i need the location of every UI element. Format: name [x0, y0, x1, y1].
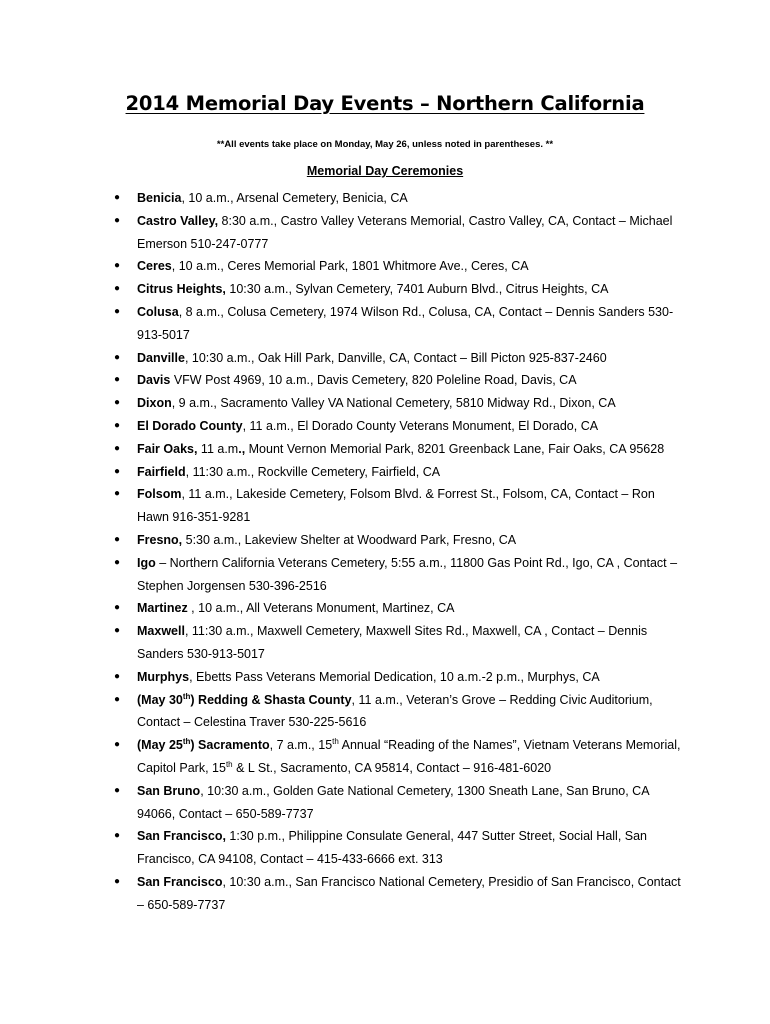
event-location: ) Redding & Shasta County [190, 692, 352, 707]
event-location: Danville [137, 350, 185, 365]
event-location: (May 25 [137, 738, 183, 753]
event-location: th [182, 737, 191, 747]
event-location: Fresno, [137, 532, 183, 547]
event-list-item [0, 780, 770, 826]
event-list-item [0, 301, 770, 347]
event-details: – Northern California Veterans Cemetery, 5:55 a.m., 11800 Gas Point Rd., Igo, CA , Contact – Stephen Jorgensen 530-396-2516 [137, 555, 678, 593]
event-list-item [0, 620, 770, 666]
event-details: 10:30 a.m., Sylvan Cemetery, 7401 Auburn Blvd., Citrus Heights, CA [225, 282, 609, 297]
bullet-icon: ● [114, 442, 121, 454]
event-details: Mount Vernon Memorial Park, 8201 Greenback Lane, Fair Oaks, CA 95628 [245, 441, 665, 456]
event-list [0, 187, 770, 917]
event-list-item [0, 597, 770, 620]
event-location: Dixon [137, 396, 172, 411]
section-heading: Memorial Day Ceremonies [306, 164, 464, 178]
event-list-item [0, 210, 770, 256]
bullet-icon: ● [114, 670, 121, 682]
bullet-icon: ● [114, 488, 121, 500]
event-list-item [0, 461, 770, 484]
bullet-icon: ● [114, 784, 121, 796]
event-list-item [0, 552, 770, 598]
event-list-item [0, 871, 770, 917]
event-details: , 11 a.m., Lakeside Cemetery, Folsom Blvd. & Forrest St., Folsom, CA, Contact – Ron Hawn 916-351-9281 [137, 487, 655, 525]
event-details: , Ebetts Pass Veterans Memorial Dedication, 10 a.m.-2 p.m., Murphys, CA [189, 669, 600, 684]
event-details: , 7 a.m., 15 [269, 738, 333, 753]
date-note: **All events take place on Monday, May 26, unless noted in parentheses. ** [216, 139, 554, 150]
event-list-item [0, 734, 770, 780]
event-details: VFW Post 4969, 10 a.m., Davis Cemetery, 820 Poleline Road, Davis, CA [170, 373, 577, 388]
event-details: , 10 a.m., Ceres Memorial Park, 1801 Whitmore Ave., Ceres, CA [171, 259, 529, 274]
bullet-icon: ● [114, 602, 121, 614]
event-location: Davis [137, 373, 171, 388]
event-list-item [0, 483, 770, 529]
document-title: 2014 Memorial Day Events – Northern California [125, 92, 645, 115]
bullet-icon: ● [114, 305, 121, 317]
event-location: ., [238, 441, 246, 456]
event-details: , 11:30 a.m., Maxwell Cemetery, Maxwell Sites Rd., Maxwell, CA , Contact – Dennis Sanders 530-913-5017 [137, 624, 648, 661]
event-location: San Francisco [137, 874, 223, 889]
event-details: , 9 a.m., Sacramento Valley VA National Cemetery, 5810 Midway Rd., Dixon, CA [171, 396, 616, 411]
event-location: Fair Oaks, [137, 441, 198, 456]
event-list-item [0, 438, 770, 461]
event-location: San Francisco, [137, 829, 226, 844]
event-details: 5:30 a.m., Lakeview Shelter at Woodward Park, Fresno, CA [182, 532, 517, 547]
event-details: , 11:30 a.m., Rockville Cemetery, Fairfield, CA [185, 464, 441, 479]
bullet-icon: ● [114, 465, 121, 477]
event-location: Igo [137, 555, 156, 570]
event-location: San Bruno [137, 783, 201, 798]
event-location: Citrus Heights, [137, 282, 226, 297]
event-details: th [332, 737, 339, 747]
event-list-item [0, 347, 770, 370]
bullet-icon: ● [114, 739, 121, 751]
event-location: (May 30 [137, 692, 183, 707]
event-list-item [0, 825, 770, 871]
event-details: , 8 a.m., Colusa Cemetery, 1974 Wilson Rd., Colusa, CA, Contact – Dennis Sanders 530-913-5017 [137, 304, 674, 342]
event-details: 8:30 a.m., Castro Valley Veterans Memorial, Castro Valley, CA, Contact – Michael Emerson 510-247-0777 [137, 213, 673, 251]
event-location: Fairfield [137, 464, 186, 479]
event-list-item [0, 415, 770, 438]
bullet-icon: ● [114, 556, 121, 568]
bullet-icon: ● [114, 533, 121, 545]
bullet-icon: ● [114, 419, 121, 431]
event-list-item [0, 187, 770, 210]
event-details: Annual “Reading of the Names”, Vietnam Veterans Memorial, Capitol Park, 15 [137, 738, 681, 775]
event-details: 11 a.m [197, 441, 239, 456]
event-list-item [0, 369, 770, 392]
event-location: Benicia [137, 191, 182, 205]
bullet-icon: ● [114, 214, 121, 226]
event-list-item [0, 392, 770, 415]
bullet-icon: ● [114, 625, 121, 637]
event-location: Ceres [137, 259, 172, 274]
bullet-icon: ● [114, 397, 121, 409]
event-details: , 10:30 a.m., San Francisco National Cemetery, Presidio of San Francisco, Contact – 650-589-7737 [137, 874, 681, 912]
event-details: , 11 a.m., El Dorado County Veterans Monument, El Dorado, CA [242, 418, 599, 433]
event-location: ) Sacramento [190, 738, 270, 753]
event-details: , 10:30 a.m., Oak Hill Park, Danville, CA, Contact – Bill Picton 925-837-2460 [184, 350, 607, 365]
bullet-icon: ● [114, 351, 121, 363]
event-details: , 10 a.m., All Veterans Monument, Martinez, CA [187, 601, 455, 616]
bullet-icon: ● [114, 374, 121, 386]
bullet-icon: ● [114, 192, 121, 203]
event-details: th [225, 759, 233, 769]
event-list-item [0, 255, 770, 278]
event-details: 1:30 p.m., Philippine Consulate General, 447 Sutter Street, Social Hall, San Francisco, CA 94108, Contact – 415-433-6666 ext. 313 [137, 829, 648, 867]
event-list-item [0, 689, 770, 735]
event-location: Martinez [137, 601, 188, 616]
event-location: Maxwell [137, 624, 185, 639]
event-location: Colusa [137, 304, 179, 319]
event-location: Castro Valley, [137, 213, 219, 228]
event-list-item [0, 529, 770, 552]
bullet-icon: ● [114, 260, 121, 272]
event-list-item [0, 666, 770, 689]
event-location: th [182, 691, 191, 701]
event-details: , 10 a.m., Arsenal Cemetery, Benicia, CA [181, 191, 408, 205]
bullet-icon: ● [114, 693, 121, 705]
event-details: & L St., Sacramento, CA 95814, Contact – 916-481-6020 [232, 760, 552, 775]
event-details: , 11 a.m., Veteran’s Grove – Redding Civic Auditorium, Contact – Celestina Traver 530-225-5616 [137, 692, 653, 730]
event-location: Murphys [137, 669, 190, 684]
event-list-item [0, 278, 770, 301]
bullet-icon: ● [114, 830, 121, 842]
bullet-icon: ● [114, 875, 121, 887]
event-location: El Dorado County [137, 418, 243, 433]
bullet-icon: ● [114, 283, 121, 295]
event-details: , 10:30 a.m., Golden Gate National Cemetery, 1300 Sneath Lane, San Bruno, CA 94066, Contact – 650-589-7737 [137, 783, 649, 821]
event-location: Folsom [137, 487, 182, 502]
